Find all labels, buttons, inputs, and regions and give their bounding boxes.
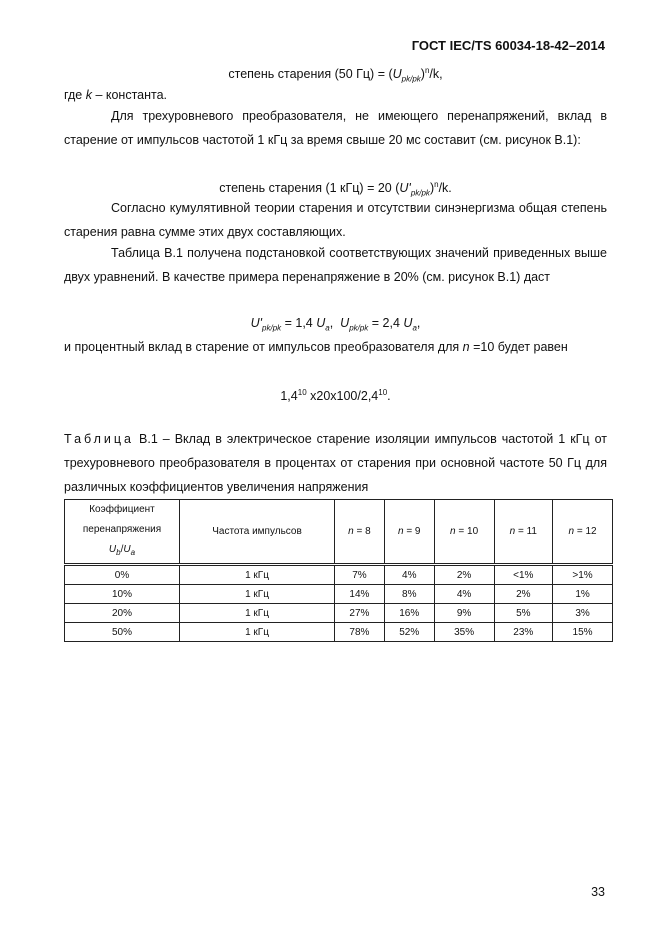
table-cell: 7% [335, 565, 385, 585]
table-cell: 23% [494, 623, 553, 642]
formula-aging-50hz: степень старения (50 $Гц) = (U_{pk/pk})^n/k$, [228, 66, 443, 84]
table-row [65, 585, 613, 604]
table-cell: 78% [335, 623, 385, 642]
table-cell: 20% [65, 604, 180, 623]
table-cell: 1 кГц [180, 623, 335, 642]
table-cell: 8% [384, 585, 434, 604]
header-overvoltage: Коэффициент перенапряжения $U_b/U_a$ [65, 500, 180, 565]
table-cell: 1 кГц [180, 565, 335, 585]
table-cell: 27% [335, 604, 385, 623]
table-cell: 1 кГц [180, 604, 335, 623]
paragraph-percent-contribution: и процентный вклад в старение от импульсов преобразователя для n =10 будет равен [64, 340, 568, 354]
header-n11: n = 11 [494, 500, 553, 565]
table-cell: <1% [494, 565, 553, 585]
table-row [65, 565, 613, 585]
table-caption: Таблица В.1 – Вклад в электрическое старение изоляции импульсов частотой 1 кГц от трехуровневого преобразователя в процентах от старения при основной частоте 50 Гц для различных коэффициентов увеличения напряжения [64, 432, 607, 494]
page-number: 33 [591, 885, 605, 899]
table-header-row [65, 500, 613, 565]
table-cell: 3% [553, 604, 613, 623]
paragraph-table-derivation: Таблица В.1 получена подстановкой соответствующих значений приведенных выше двух уравнений. В качестве примера перенапряжение в 20% (см. рисунок В.1) даст [64, 246, 607, 284]
table-cell: 16% [384, 604, 434, 623]
aging-table [64, 499, 613, 642]
header-pulse-frequency: Частота импульсов [180, 500, 335, 565]
table-cell: 4% [384, 565, 434, 585]
header-n8: n = 8 [335, 500, 385, 565]
table-cell: 1 кГц [180, 585, 335, 604]
table-cell: 35% [434, 623, 494, 642]
table-cell: 50% [65, 623, 180, 642]
formula-percent: $1,4^{10}$ $x20x100/2,4^{10}$. [280, 388, 391, 404]
header-n12: n = 12 [553, 500, 613, 565]
table-row [65, 623, 613, 642]
table-cell: 2% [494, 585, 553, 604]
table-cell: 2% [434, 565, 494, 585]
table-cell: 5% [494, 604, 553, 623]
table-cell: >1% [553, 565, 613, 585]
table-cell: 1% [553, 585, 613, 604]
header-n9: n = 9 [384, 500, 434, 565]
document-id: ГОСТ IEC/TS 60034-18-42–2014 [411, 38, 605, 53]
paragraph-three-level: Для трехуровневого преобразователя, не имеющего перенапряжений, вклад в старение от импульсов частотой 1 кГц за время свыше 20 мс составит (см. рисунок B.1): [64, 109, 607, 147]
table-cell: 52% [384, 623, 434, 642]
table-cell: 14% [335, 585, 385, 604]
header-n10: n = 10 [434, 500, 494, 565]
table-cell: 10% [65, 585, 180, 604]
table-cell: 0% [65, 565, 180, 585]
table-cell: 9% [434, 604, 494, 623]
paragraph-cumulative: Согласно кумулятивной теории старения и отсутствии синэнергизма общая степень старения равна сумме этих двух составляющих. [64, 201, 607, 239]
table-cell: 4% [434, 585, 494, 604]
table-cell: 15% [553, 623, 613, 642]
formula-aging-1khz: степень старения (1 кГц) = 20 $(U'_{pk/pk})^n/k$. [219, 180, 452, 198]
formula-voltages: $U'_{pk/pk} = 1,4$ $U_a$, $U_{pk/pk} = 2,4$ $U_a$, [250, 316, 421, 333]
where-k-line: где k – константа. [64, 88, 168, 102]
table-row [65, 604, 613, 623]
